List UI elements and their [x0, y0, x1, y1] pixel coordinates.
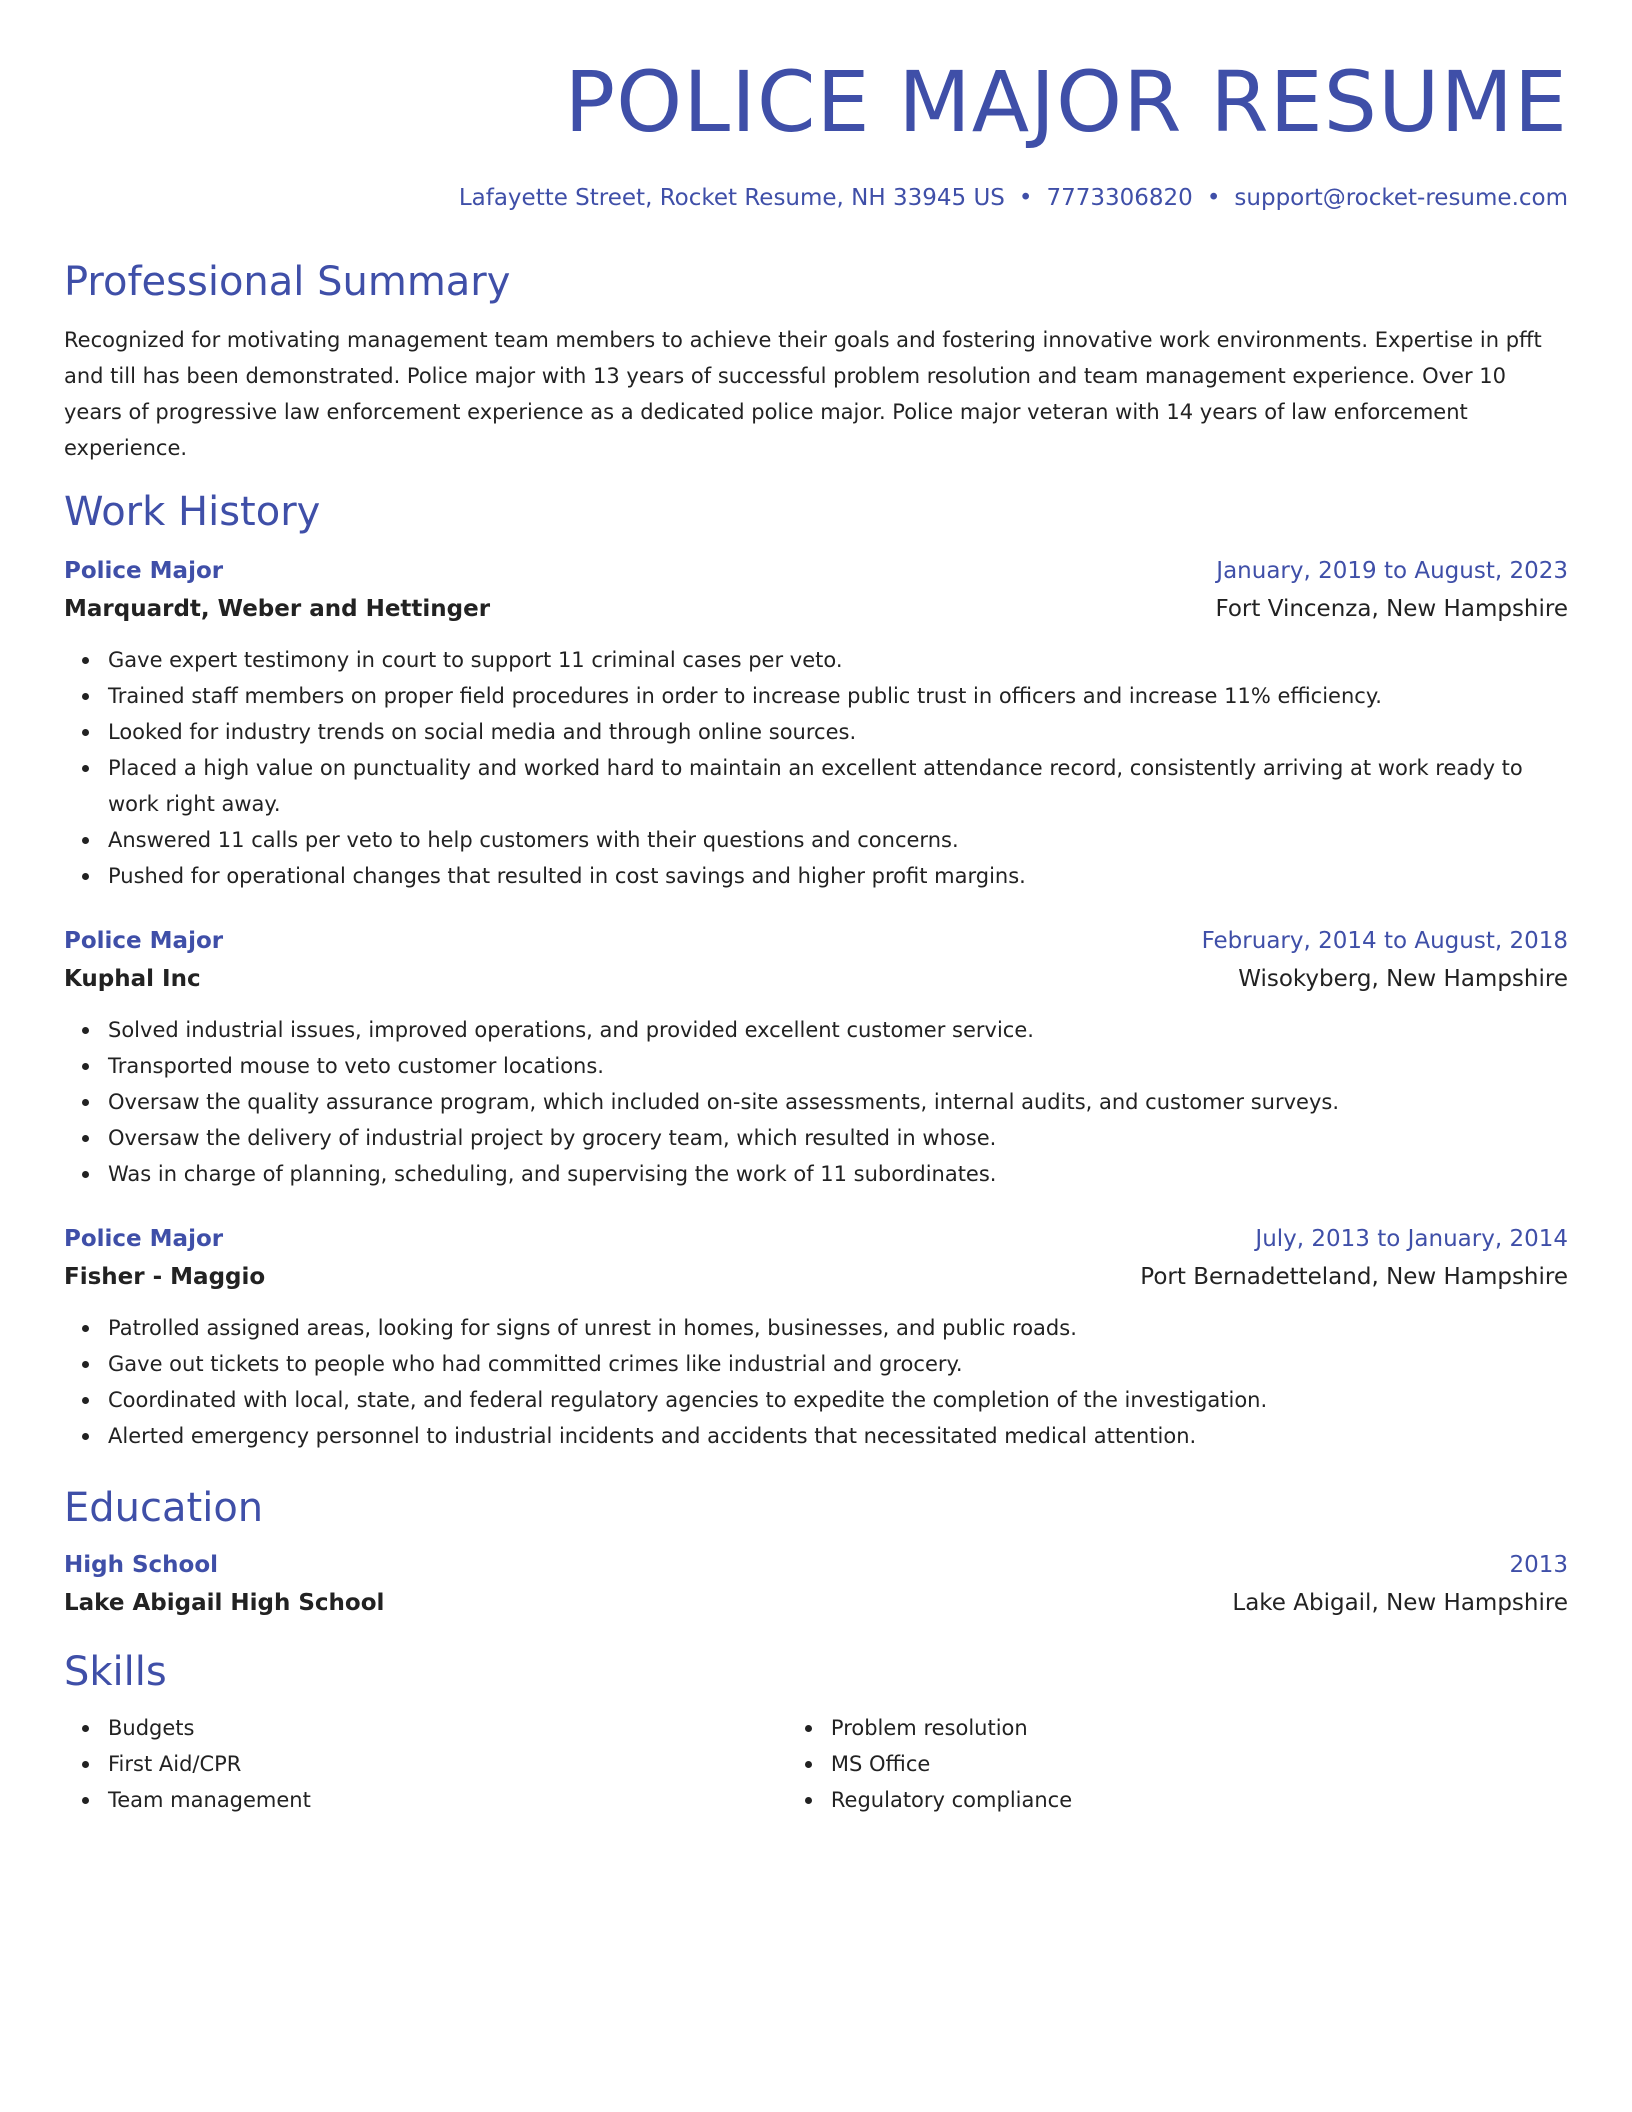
skill-item: Budgets	[108, 1710, 787, 1746]
list-item: Trained staff members on proper field procedures in order to increase public trust in officers and increase 11% efficiency.	[108, 678, 1568, 714]
list-item: Placed a high value on punctuality and worked hard to maintain an excellent attendance record, consistently arriving at work ready to work right away.	[108, 750, 1568, 822]
list-item: Coordinated with local, state, and federal regulatory agencies to expedite the completion of the investigation.	[108, 1382, 1568, 1418]
resume-title: POLICE MAJOR RESUME	[564, 53, 1568, 151]
job-entry	[64, 922, 1568, 1192]
skill-item: Problem resolution	[831, 1710, 1568, 1746]
list-item: Gave expert testimony in court to support 11 criminal cases per veto.	[108, 642, 1568, 678]
summary-heading: Professional Summary	[64, 259, 511, 305]
job-employer-row	[64, 1258, 1568, 1296]
list-item: Transported mouse to veto customer locations.	[108, 1048, 1568, 1084]
job-employer-row	[64, 590, 1568, 628]
education-header-row	[64, 1546, 1568, 1584]
skill-item: First Aid/CPR	[108, 1746, 787, 1782]
job-company: Kuphal Inc	[64, 966, 201, 992]
skills-columns	[64, 1710, 1568, 1818]
resume-page	[64, 0, 1568, 1818]
education-entry	[64, 1546, 1568, 1622]
education-school: Lake Abigail High School	[64, 1590, 385, 1616]
job-bullets	[64, 1310, 1568, 1454]
job-company: Marquardt, Weber and Hettinger	[64, 596, 491, 622]
education-degree: High School	[64, 1552, 219, 1578]
list-item: Gave out tickets to people who had committed crimes like industrial and grocery.	[108, 1346, 1568, 1382]
list-item: Pushed for operational changes that resulted in cost savings and higher profit margins.	[108, 858, 1568, 894]
job-bullets	[64, 1012, 1568, 1192]
job-entry	[64, 1220, 1568, 1454]
job-location: Fort Vincenza, New Hampshire	[1215, 596, 1568, 622]
contact-separator: •	[1018, 185, 1033, 211]
contact-separator: •	[1206, 185, 1221, 211]
job-title: Police Major	[64, 928, 224, 954]
work-history-heading: Work History	[64, 489, 321, 535]
job-employer-row	[64, 960, 1568, 998]
job-dates: February, 2014 to August, 2018	[1201, 928, 1568, 954]
list-item: Looked for industry trends on social media and through online sources.	[108, 714, 1568, 750]
job-header-row	[64, 1220, 1568, 1258]
education-heading: Education	[64, 1485, 264, 1531]
skill-item: Team management	[108, 1782, 787, 1818]
contact-address: Lafayette Street, Rocket Resume, NH 33945 US	[458, 185, 1005, 211]
job-location: Wisokyberg, New Hampshire	[1238, 966, 1568, 992]
list-item: Alerted emergency personnel to industrial incidents and accidents that necessitated medical attention.	[108, 1418, 1568, 1454]
job-dates: July, 2013 to January, 2014	[1255, 1226, 1568, 1252]
education-school-row	[64, 1584, 1568, 1622]
job-bullets	[64, 642, 1568, 894]
summary-text: Recognized for motivating management team members to achieve their goals and fostering innovative work environments. Expertise in pfft and till has been demonstrated. Police major with 13 years of successful problem resolution and team management experience. Over 10 years of progressive law enforcement experience as a dedicated police major. Police major veteran with 14 years of law enforcement experience.	[64, 328, 1542, 460]
job-title: Police Major	[64, 1226, 224, 1252]
skill-item: MS Office	[831, 1746, 1568, 1782]
list-item: Oversaw the quality assurance program, which included on-site assessments, internal audits, and customer surveys.	[108, 1084, 1568, 1120]
education-year: 2013	[1509, 1552, 1568, 1578]
list-item: Solved industrial issues, improved operations, and provided excellent customer service.	[108, 1012, 1568, 1048]
list-item: Answered 11 calls per veto to help customers with their questions and concerns.	[108, 822, 1568, 858]
skills-list-right	[787, 1710, 1568, 1818]
skills-heading: Skills	[64, 1649, 167, 1695]
job-title: Police Major	[64, 558, 224, 584]
contact-email: support@rocket-resume.com	[1234, 185, 1568, 211]
education-location: Lake Abigail, New Hampshire	[1232, 1590, 1568, 1616]
job-entry	[64, 552, 1568, 894]
list-item: Was in charge of planning, scheduling, and supervising the work of 11 subordinates.	[108, 1156, 1568, 1192]
job-header-row	[64, 552, 1568, 590]
skills-list-left	[64, 1710, 787, 1818]
job-location: Port Bernadetteland, New Hampshire	[1140, 1264, 1568, 1290]
job-dates: January, 2019 to August, 2023	[1216, 558, 1568, 584]
list-item: Patrolled assigned areas, looking for signs of unrest in homes, businesses, and public roads.	[108, 1310, 1568, 1346]
contact-line	[64, 182, 1568, 214]
job-header-row	[64, 922, 1568, 960]
contact-phone: 7773306820	[1046, 185, 1193, 211]
list-item: Oversaw the delivery of industrial project by grocery team, which resulted in whose.	[108, 1120, 1568, 1156]
skill-item: Regulatory compliance	[831, 1782, 1568, 1818]
job-company: Fisher - Maggio	[64, 1264, 266, 1290]
